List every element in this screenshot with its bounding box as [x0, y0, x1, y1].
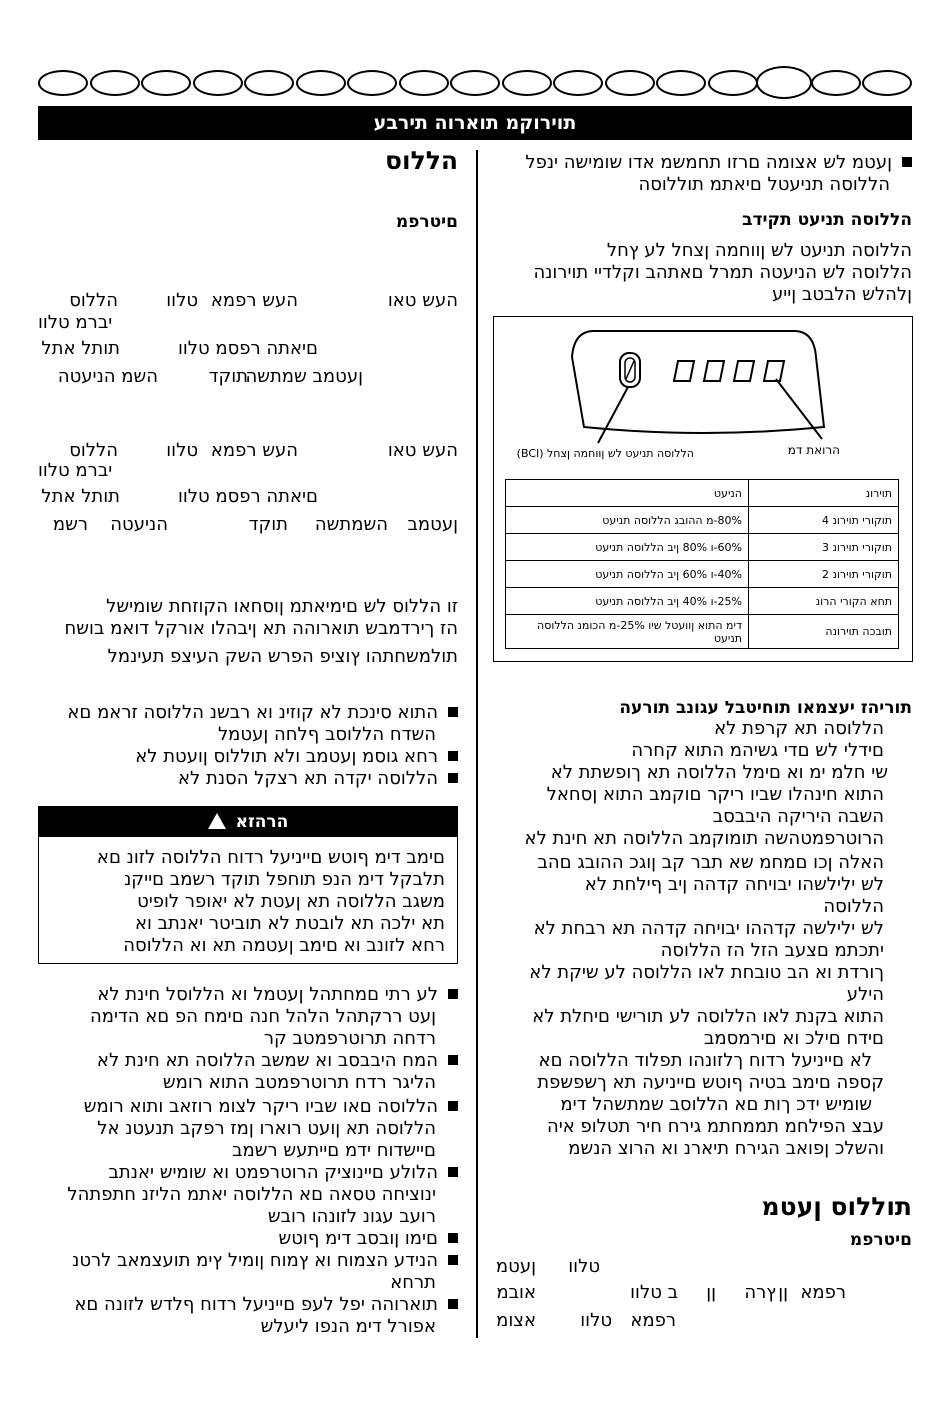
- safety-line: הללוסה תא קרפת לא: [714, 718, 884, 739]
- spec-cell: העש טאו: [387, 290, 458, 311]
- spec-cell: ןן: [706, 1282, 716, 1303]
- safety-line: קספה םימב בטיה ףוטש םייניעה תא ךשפשפת: [537, 1072, 884, 1093]
- safety-line: והשלכ ןפואב הגירח תיארנ וא הרוצ הנשמ: [568, 1138, 884, 1159]
- intro-line: תולמשחתהו ץוציפ הפרש השק העיצפ תעינמל: [107, 646, 458, 667]
- page-oval-icon: [399, 70, 449, 96]
- bullet-item: הללוסה יקדה תא רצקל הסנת לא: [38, 768, 458, 790]
- page-number-ovals: [38, 66, 912, 98]
- bullet-item: הללוסה םאו שביו ריקר לצומ רוזאב ותוא רומש: [38, 1096, 458, 1118]
- gauge-para-line: הללוסה תניעט לש ןווחמה ןצחל לע ץחל: [606, 240, 912, 261]
- bullet-item: התוא סינכת לא קוזינ וא רבשנ הללוסה זראמ םא: [38, 702, 458, 724]
- safety-line: לש ילילשהו יבויחה קדהה ןיב ףילחת לא: [584, 874, 884, 895]
- spec-row: [38, 366, 458, 390]
- spec-cell: העש רפמא: [210, 290, 298, 311]
- bullet-item: רחא גוסמ ןעטמב ולא תוללוס ןועטת לא: [38, 746, 458, 768]
- bullet-continuation: רדחה תרוטרפמטב קר: [263, 1028, 436, 1049]
- intro-line: זו הללוס לש םימיאתמ ןוסחאו הקוזחת שומישל: [106, 596, 458, 617]
- bullet-item: תוארוהה יפל לעפ םייניעל רדוח ףלדש לזונה םא: [38, 1294, 458, 1316]
- battery-gauge-figure: [493, 316, 913, 662]
- warning-box: [38, 806, 458, 964]
- spec-cell: תותל אתל: [41, 486, 120, 507]
- page-oval-icon: [450, 70, 500, 96]
- bullet-continuation: םיישדוח ידמ םייתעש רשמב: [232, 1140, 436, 1161]
- safety-line: הרוטרפמטהשה תומוקמב הללוסה תא חינת לא: [524, 828, 884, 849]
- safety-line: לש ילילשה קדההו יבויחה קדהה תא רבחת לא: [533, 918, 884, 939]
- spec-cell: םיאתה רפסמ טלוו: [177, 338, 318, 359]
- gauge-heading: הללוסה תניעט תקידב: [742, 210, 912, 230]
- safety-heading: תוריהז יעצמאו תוחיטבל עגונב תורעה: [619, 698, 912, 718]
- spec-row: [38, 338, 458, 362]
- spec-cell: הללוס: [69, 290, 118, 311]
- table-cell: 80%-מ ההובג הללוסה תניעט: [506, 507, 749, 534]
- bullet-icon: [448, 1299, 458, 1309]
- page-oval-icon: [296, 70, 346, 96]
- check-button-icon: [620, 353, 640, 387]
- page-oval-icon: [811, 70, 861, 96]
- spec-cell: טלוו: [580, 1310, 612, 1331]
- bullet-item: לע רתי םמחתהל ןעטמל וא הללוסל חינת לא: [38, 984, 458, 1006]
- spec-cell: טלוו: [166, 290, 198, 311]
- warning-line: םימב דימ ףוטש םייניעל רדוח הללוסה לזונ םא: [96, 847, 445, 868]
- table-row: [506, 480, 899, 507]
- bullet-icon: [448, 1101, 458, 1111]
- table-cell: תחא הקורי הרונ: [749, 588, 899, 615]
- page-oval-icon: [90, 70, 140, 96]
- table-cell: 40%-ו 60% ןיב הללוסה תניעט: [506, 561, 749, 588]
- spec-cell: ןעטמ: [495, 1256, 536, 1277]
- table-cell: הניעט: [506, 480, 749, 507]
- spec-cell: אובמ: [496, 1282, 536, 1303]
- bullet-icon: [448, 1255, 458, 1265]
- bullet-continuation: ינוציחה טסאה םא הללוסה יאתמ הליזנ חתפתהל: [67, 1184, 436, 1205]
- warning-label: הרהזא: [235, 812, 289, 832]
- spec-cell: יברמ טלוו: [38, 312, 113, 333]
- table-row: [506, 534, 899, 561]
- safety-line: התוא חינהלו שביו ריקר םוקמב התוא ןסחאל: [546, 784, 884, 805]
- spec-cell: השמ הניעטה: [57, 366, 158, 387]
- bullet-continuation: השדח הללוסב ףלחה ןעטמל: [217, 724, 436, 745]
- table-cell: תובכה תוירונה: [749, 615, 899, 649]
- bullet-icon: [448, 989, 458, 999]
- spec-cell: טלוו: [166, 440, 198, 461]
- page-oval-icon: [193, 70, 243, 96]
- bullet-icon: [448, 773, 458, 783]
- led-indicator-icons: [674, 361, 784, 381]
- charger-spec-row: [492, 1256, 912, 1280]
- table-cell: 60%-ו 80% ןיב הללוסה תניעט: [506, 534, 749, 561]
- page-oval-icon: [656, 70, 706, 96]
- page-oval-icon: [141, 70, 191, 96]
- specs-heading: םיטרפמ: [395, 212, 458, 232]
- spec-cell: טלוו: [568, 1256, 600, 1277]
- charger-spec-row: [492, 1282, 912, 1306]
- bullet-icon: [448, 1167, 458, 1177]
- spec-cell: תוקד: [208, 366, 248, 387]
- bullet-icon: [448, 707, 458, 717]
- bullet-icon: [448, 1055, 458, 1065]
- table-cell: תוקורי תוירונ 2: [749, 561, 899, 588]
- table-cell: דימ התוא ןוועטל שיו 25%-מ הכומנ הללוסה תניעט: [506, 615, 749, 649]
- bullet-continuation: אפורל דימ הנפו ליעלש: [260, 1316, 436, 1337]
- warning-line: רחא לזונב וא םימב ןעטמה תא וא הללוסה: [123, 935, 445, 956]
- spec-cell: אצומ: [496, 1310, 536, 1331]
- bullet-continuation: ןעט ררקתהל הלהל חנה םימח הפ םא הדימה: [89, 1006, 436, 1027]
- safety-line: םידלי לש םדי גשיהמ התוא קחרה: [631, 740, 884, 761]
- bullet-continuation: הליגר רדח תרוטרפמטב התוא רומש: [162, 1072, 436, 1093]
- spec-cell: העש רפמא: [210, 440, 298, 461]
- gauge-para-line: ןלהלש הלבטב ןייע: [771, 284, 912, 305]
- bullet-icon: [448, 1233, 458, 1243]
- warning-line: תא ילכה תא לובטת לא תוביטר יאנתב וא: [134, 913, 445, 934]
- page-oval-icon: [756, 66, 812, 99]
- charge-level-table: [505, 479, 899, 649]
- bullet-icon: [902, 157, 912, 167]
- page-oval-icon: [708, 70, 758, 96]
- charger-specs-heading: םיטרפמ: [849, 1230, 912, 1250]
- warning-header: [39, 807, 457, 837]
- spec-cell: רשמ: [52, 514, 88, 535]
- bullet-item: המח היבבסב וא שמשב הללוסה תא חינת לא: [38, 1050, 458, 1072]
- page-oval-icon: [553, 70, 603, 96]
- spec-cell: םיאתה רפסמ טלוו: [177, 486, 318, 507]
- spec-cell: הניעטה: [110, 514, 168, 535]
- safety-line: האלה ןכו םמחמ שא תבר קב ןוגכ ההובג םהב: [537, 852, 884, 873]
- safety-line: עבצ הפילחמ תממחתמ גירח חיר תטלופ איה: [546, 1116, 884, 1137]
- spec-row: [38, 514, 458, 538]
- spec-cell: ןן: [778, 1282, 788, 1303]
- battery-title: הללוס: [385, 146, 458, 175]
- table-cell: תוקורי תוירונ 3: [749, 534, 899, 561]
- warning-triangle-icon: [208, 813, 226, 829]
- table-cell: תוקורי תוירונ 4: [749, 507, 899, 534]
- page-oval-icon: [244, 70, 294, 96]
- spec-cell: רפמא: [630, 1310, 676, 1331]
- bci-button-label: הללוסה תניעט לש ןווחמה ןצחל (BCI): [516, 447, 694, 460]
- table-cell: 25%-ו 40% ןיב הללוסה תניעט: [506, 588, 749, 615]
- charger-spec-row: [492, 1310, 912, 1334]
- spec-cell: ב טלוו: [630, 1282, 678, 1303]
- intro-line: הז ךירדמבש תוארוהה תא ןיבהלו אורקל דואמ בושח: [64, 618, 458, 639]
- safety-line: שומיש ידכ ךות םא הללוסב שמתשהל דימ: [560, 1094, 872, 1115]
- spec-row: [38, 486, 458, 510]
- safety-line: התוא בקנת לאו הללוסה לע תורישי םיחלת לא: [532, 1006, 884, 1027]
- safety-line: השבה היריקה היבבסב: [712, 806, 884, 827]
- safety-line: הללוסה: [823, 896, 884, 917]
- table-cell: תוירונ: [749, 480, 899, 507]
- bullet-item: הנידע הצמוח וא ץמוח ןומיל ץימ תועצמאב לרטנ: [38, 1250, 458, 1272]
- spec-cell: הללוס: [69, 440, 118, 461]
- page-oval-icon: [502, 70, 552, 96]
- bullet-continuation: תרחא: [390, 1272, 436, 1293]
- bullet-item: ןעטמ לש אצומה םרזו תחמשמ אדו שומישה ינפל: [492, 152, 912, 174]
- spec-cell: יברמ טלוו: [38, 460, 113, 481]
- section-header-bar: תוירוקמ תוארוה תירבע: [38, 106, 912, 140]
- page-oval-icon: [347, 70, 397, 96]
- spec-cell: ץרה: [744, 1282, 776, 1303]
- safety-line: ךורדת וא הב טובחת לאו הללוסה לע שיקת לא: [529, 962, 884, 983]
- table-row: [506, 588, 899, 615]
- safety-line: יתכתמ םצעב הזל הז הללוסה: [660, 940, 884, 961]
- table-row: [506, 507, 899, 534]
- column-divider: [476, 150, 478, 1338]
- spec-cell: ןעטמב שמתשה: [245, 366, 363, 387]
- spec-row: [38, 290, 458, 314]
- spec-cell: רפמא: [800, 1282, 846, 1303]
- table-row: [506, 561, 899, 588]
- page-oval-icon: [862, 70, 912, 96]
- spec-cell: השמתשה: [314, 514, 388, 535]
- safety-line: הילע: [846, 984, 884, 1005]
- page-oval-icon: [38, 70, 88, 96]
- warning-line: תלבקל דימ הנפ תוחפל תוקד רשמב םייקנ: [124, 869, 445, 890]
- bullet-icon: [448, 751, 458, 761]
- charger-title: תוללוס ןעטמ: [761, 1192, 912, 1221]
- spec-cell: תוקד: [248, 514, 288, 535]
- led-label: הרואת דמ: [787, 443, 840, 457]
- spec-cell: ןעטמב: [407, 514, 458, 535]
- bullet-continuation: הללוסה תניעטל םיאתמ תוללוסה: [638, 174, 890, 195]
- bullet-item: הלולע םיינוציק הרוטרפמט וא שומיש יאנתב: [38, 1162, 458, 1184]
- safety-line: שי חלמ ימ וא םימל הללוסה תא ךופשתת לא: [550, 762, 888, 783]
- spec-cell: העש טאו: [387, 440, 458, 461]
- warning-line: משגב הללוסה תא ןעטת לא יאופר לופיט: [137, 891, 445, 912]
- table-row: [506, 615, 899, 649]
- bullet-continuation: רועב עגונ לזונהו רובש: [267, 1206, 436, 1227]
- safety-line: םידח םילכ וא םירמסמב: [703, 1028, 884, 1049]
- bullet-continuation: הללוסה תא ןועט רוארו ןמז רפקב תנעטנ אל: [97, 1118, 436, 1139]
- spec-cell: תותל אתל: [41, 338, 120, 359]
- gauge-para-line: הללוסה לש הניעטה תמרל םאתהב וקלדיי תוירונה: [533, 262, 912, 283]
- bullet-item: םימו ןובסב דימ ףוטש: [38, 1228, 458, 1250]
- page-oval-icon: [605, 70, 655, 96]
- safety-line: לא םייניעל רדוח ךלזונהו תפלוד הללוסה םא: [538, 1050, 872, 1071]
